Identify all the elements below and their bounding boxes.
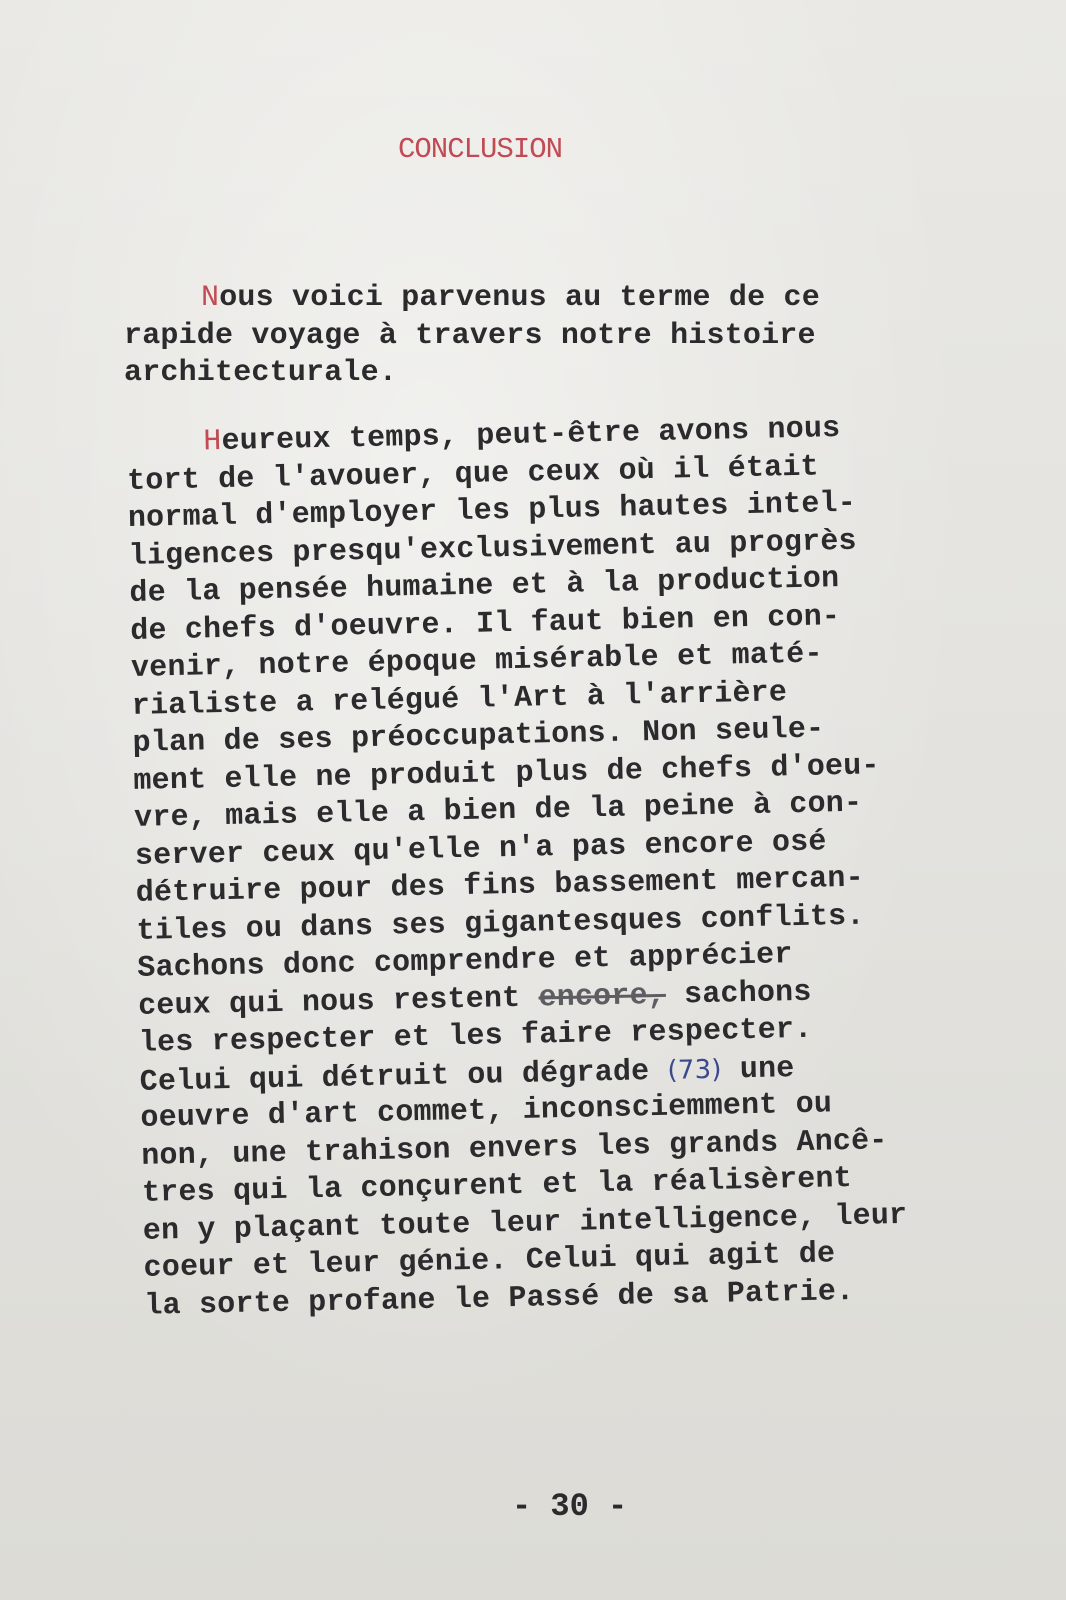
text-line: Nous voici parvenus au terme de ce <box>201 281 820 315</box>
paragraph-intro <box>124 280 820 393</box>
text-line: Heureux temps, peut-être avons nous <box>203 412 841 460</box>
text-line: architecturale. <box>124 356 398 390</box>
text-line: les respecter et les faire respecter. <box>138 1012 813 1061</box>
text-line: venir, notre époque misérable et maté- <box>130 637 824 686</box>
text-line: de la pensée humaine et à la production <box>129 562 840 611</box>
handwritten-note: (73) <box>667 1054 722 1086</box>
text-line: détruire pour des fins bassement mercan- <box>135 861 865 911</box>
page-number: - 30 - <box>512 1488 628 1525</box>
text-line: la sorte profane le Passé de sa Patrie. <box>144 1274 855 1324</box>
text-line: coeur et leur génie. Celui qui agit de <box>143 1237 836 1286</box>
text-line: tiles ou dans ses gigantesques conflits. <box>136 899 865 949</box>
text-line: Sachons donc comprendre et apprécier <box>137 938 793 986</box>
text-line: ment elle ne produit plus de chefs d'oeu- <box>133 748 880 799</box>
paragraph-main <box>126 410 909 1326</box>
text-line: non, une trahison envers les grands Ancê- <box>140 1123 888 1174</box>
text-line: en y plaçant toute leur intelligence, leur <box>142 1198 908 1249</box>
text-line: Celui qui détruit ou dégrade (73) une <box>139 1051 795 1100</box>
text-line: server ceux qu'elle n'a pas encore osé <box>134 824 827 874</box>
text-line: rialiste a relégué l'Art à l'arrière <box>131 675 788 724</box>
drop-capital: N <box>201 281 220 315</box>
text-line: de chefs d'oeuvre. Il faut bien en con- <box>129 599 841 649</box>
text-line: ligences presqu'exclusivement au progrès <box>128 524 858 574</box>
text-line: tres qui la conçurent et la réalisèrent <box>141 1161 853 1211</box>
text-line: ceux qui nous restent encore, sachons <box>137 975 812 1024</box>
text-line: vre, mais elle a bien de la peine à con- <box>133 786 863 836</box>
struck-word: encore, <box>538 978 667 1015</box>
page-heading: CONCLUSION <box>398 133 563 166</box>
text-line: rapide voyage à travers notre histoire <box>124 318 816 353</box>
text-line: normal d'employer les plus hautes intel- <box>127 486 857 536</box>
drop-capital: H <box>203 425 222 460</box>
text-line: plan de ses préoccupations. Non seule- <box>132 712 825 761</box>
text-line: tort de l'avouer, que ceux où il était <box>126 450 820 499</box>
text-line: oeuvre d'art commet, inconsciemment ou <box>140 1087 833 1136</box>
